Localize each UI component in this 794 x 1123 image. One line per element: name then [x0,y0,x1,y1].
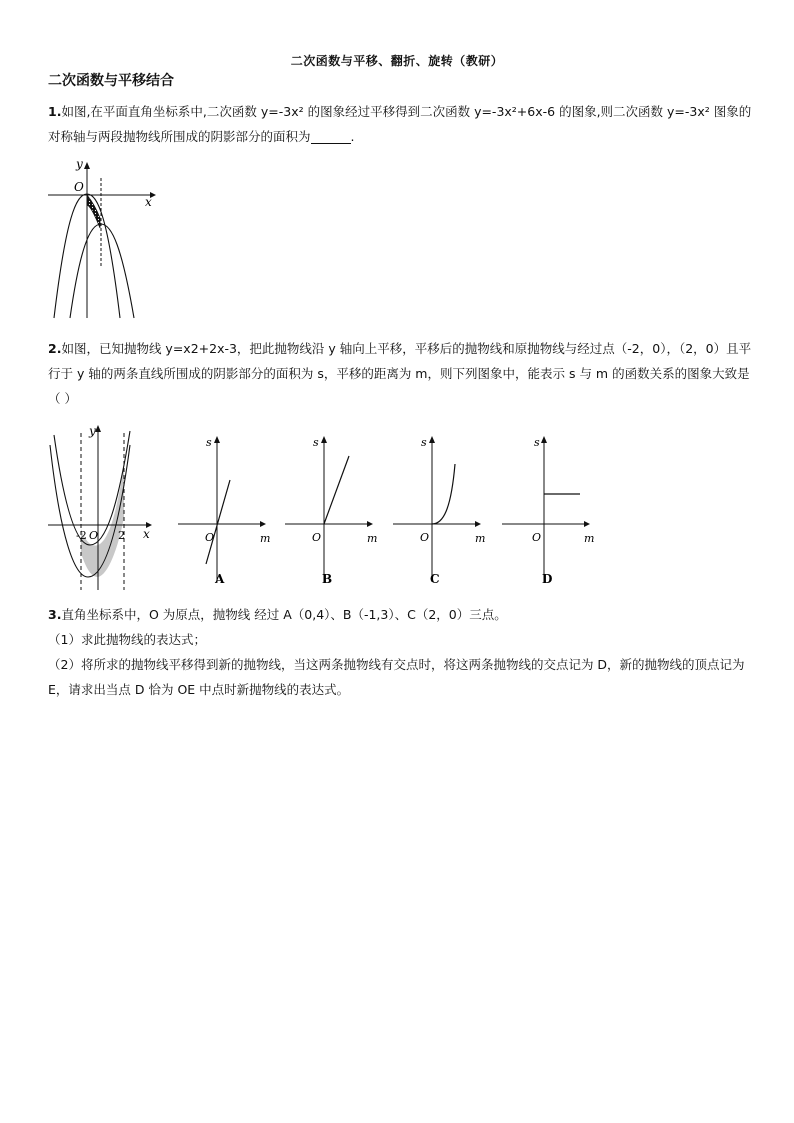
graph-curve [432,464,455,524]
y-axis-arrow [95,425,101,432]
origin-label: O [205,531,215,544]
question-number: 3. [48,607,62,622]
question-2-figure [46,425,158,590]
y-axis-label: y [76,158,83,171]
question-3 [48,602,758,702]
s-label: s [313,436,319,449]
s-axis-arrow [541,436,547,443]
x-axis-label: x [143,527,150,541]
s-label: s [421,436,427,449]
m-axis-arrow [475,521,481,527]
s-axis-arrow [214,436,220,443]
question-text: 直角坐标系中，O 为原点，抛物线 经过 A（0,4）、B（-1,3）、C（2，0）三点。 [61,607,507,622]
y-axis-arrow [84,162,90,169]
question-text: 如图,在平面直角坐标系中,二次函数 y=-3x² 的图象经过平移得到二次函数 y=-3x²+6x-6 的图象,则二次函数 y=-3x² 图象的对称轴与两段抛物线所围成的阴影部分的面积为 [48,104,752,144]
question-text: 如图，已知抛物线 y=x2+2x-3，把此抛物线沿 y 轴向上平移，平移后的抛物线和原抛物线与经过点（-2，0），（2，0）且平行于 y 轴的两条直线所围成的阴影部分的面积为 s，平移的距离为 m，则下列图象中，能表示 s 与 m 的函数关系的图象大致是（ ） [48,341,752,406]
shaded-region [87,195,100,228]
origin-label: O [420,531,430,544]
option-c-graph[interactable] [391,430,487,588]
question-1 [48,99,758,149]
option-label: D [542,572,553,586]
option-label: A [215,572,225,586]
graph-line [324,456,349,524]
question-1-figure [46,158,166,323]
shaded-region [81,465,124,577]
sub-question-2: （2）将所求的抛物线平移得到新的抛物线，当这两条抛物线有交点时，将这两条抛物线的交点记为 D，新的抛物线的顶点记为 E，请求出当点 D 恰为 OE 中点时新抛物线的表达式。 [48,657,745,697]
question-number: 2. [48,341,62,356]
option-d-graph[interactable] [500,430,596,588]
m-label: m [260,532,271,545]
parabola-shifted [70,224,134,318]
m-axis-arrow [584,521,590,527]
x-axis-label: x [145,195,152,209]
sub-question-1: （1）求此抛物线的表达式； [48,632,206,647]
m-axis-arrow [367,521,373,527]
m-label: m [584,532,595,545]
y-axis-label: y [89,425,96,438]
right-tick-label: 2 [118,529,125,542]
m-label: m [367,532,378,545]
m-axis-arrow [260,521,266,527]
s-label: s [206,436,212,449]
origin-label: O [312,531,322,544]
m-label: m [475,532,486,545]
origin-label: O [74,180,84,194]
question-number: 1. [48,104,62,119]
answer-blank[interactable] [311,129,351,144]
graph-line [206,480,230,564]
s-axis-arrow [321,436,327,443]
option-b-graph[interactable] [283,430,379,588]
option-label: C [430,572,440,586]
page-title: 二次函数与平移、翻折、旋转（教研） [290,54,504,68]
origin-label: O [532,531,542,544]
question-2 [48,336,758,411]
option-a-graph[interactable] [176,430,272,588]
left-tick-label: -2 [76,529,87,542]
s-label: s [534,436,540,449]
option-label: B [322,572,333,586]
origin-label: O [89,529,99,542]
section-heading: 二次函数与平移结合 [48,73,174,89]
s-axis-arrow [429,436,435,443]
question-text-end: . [350,129,355,144]
